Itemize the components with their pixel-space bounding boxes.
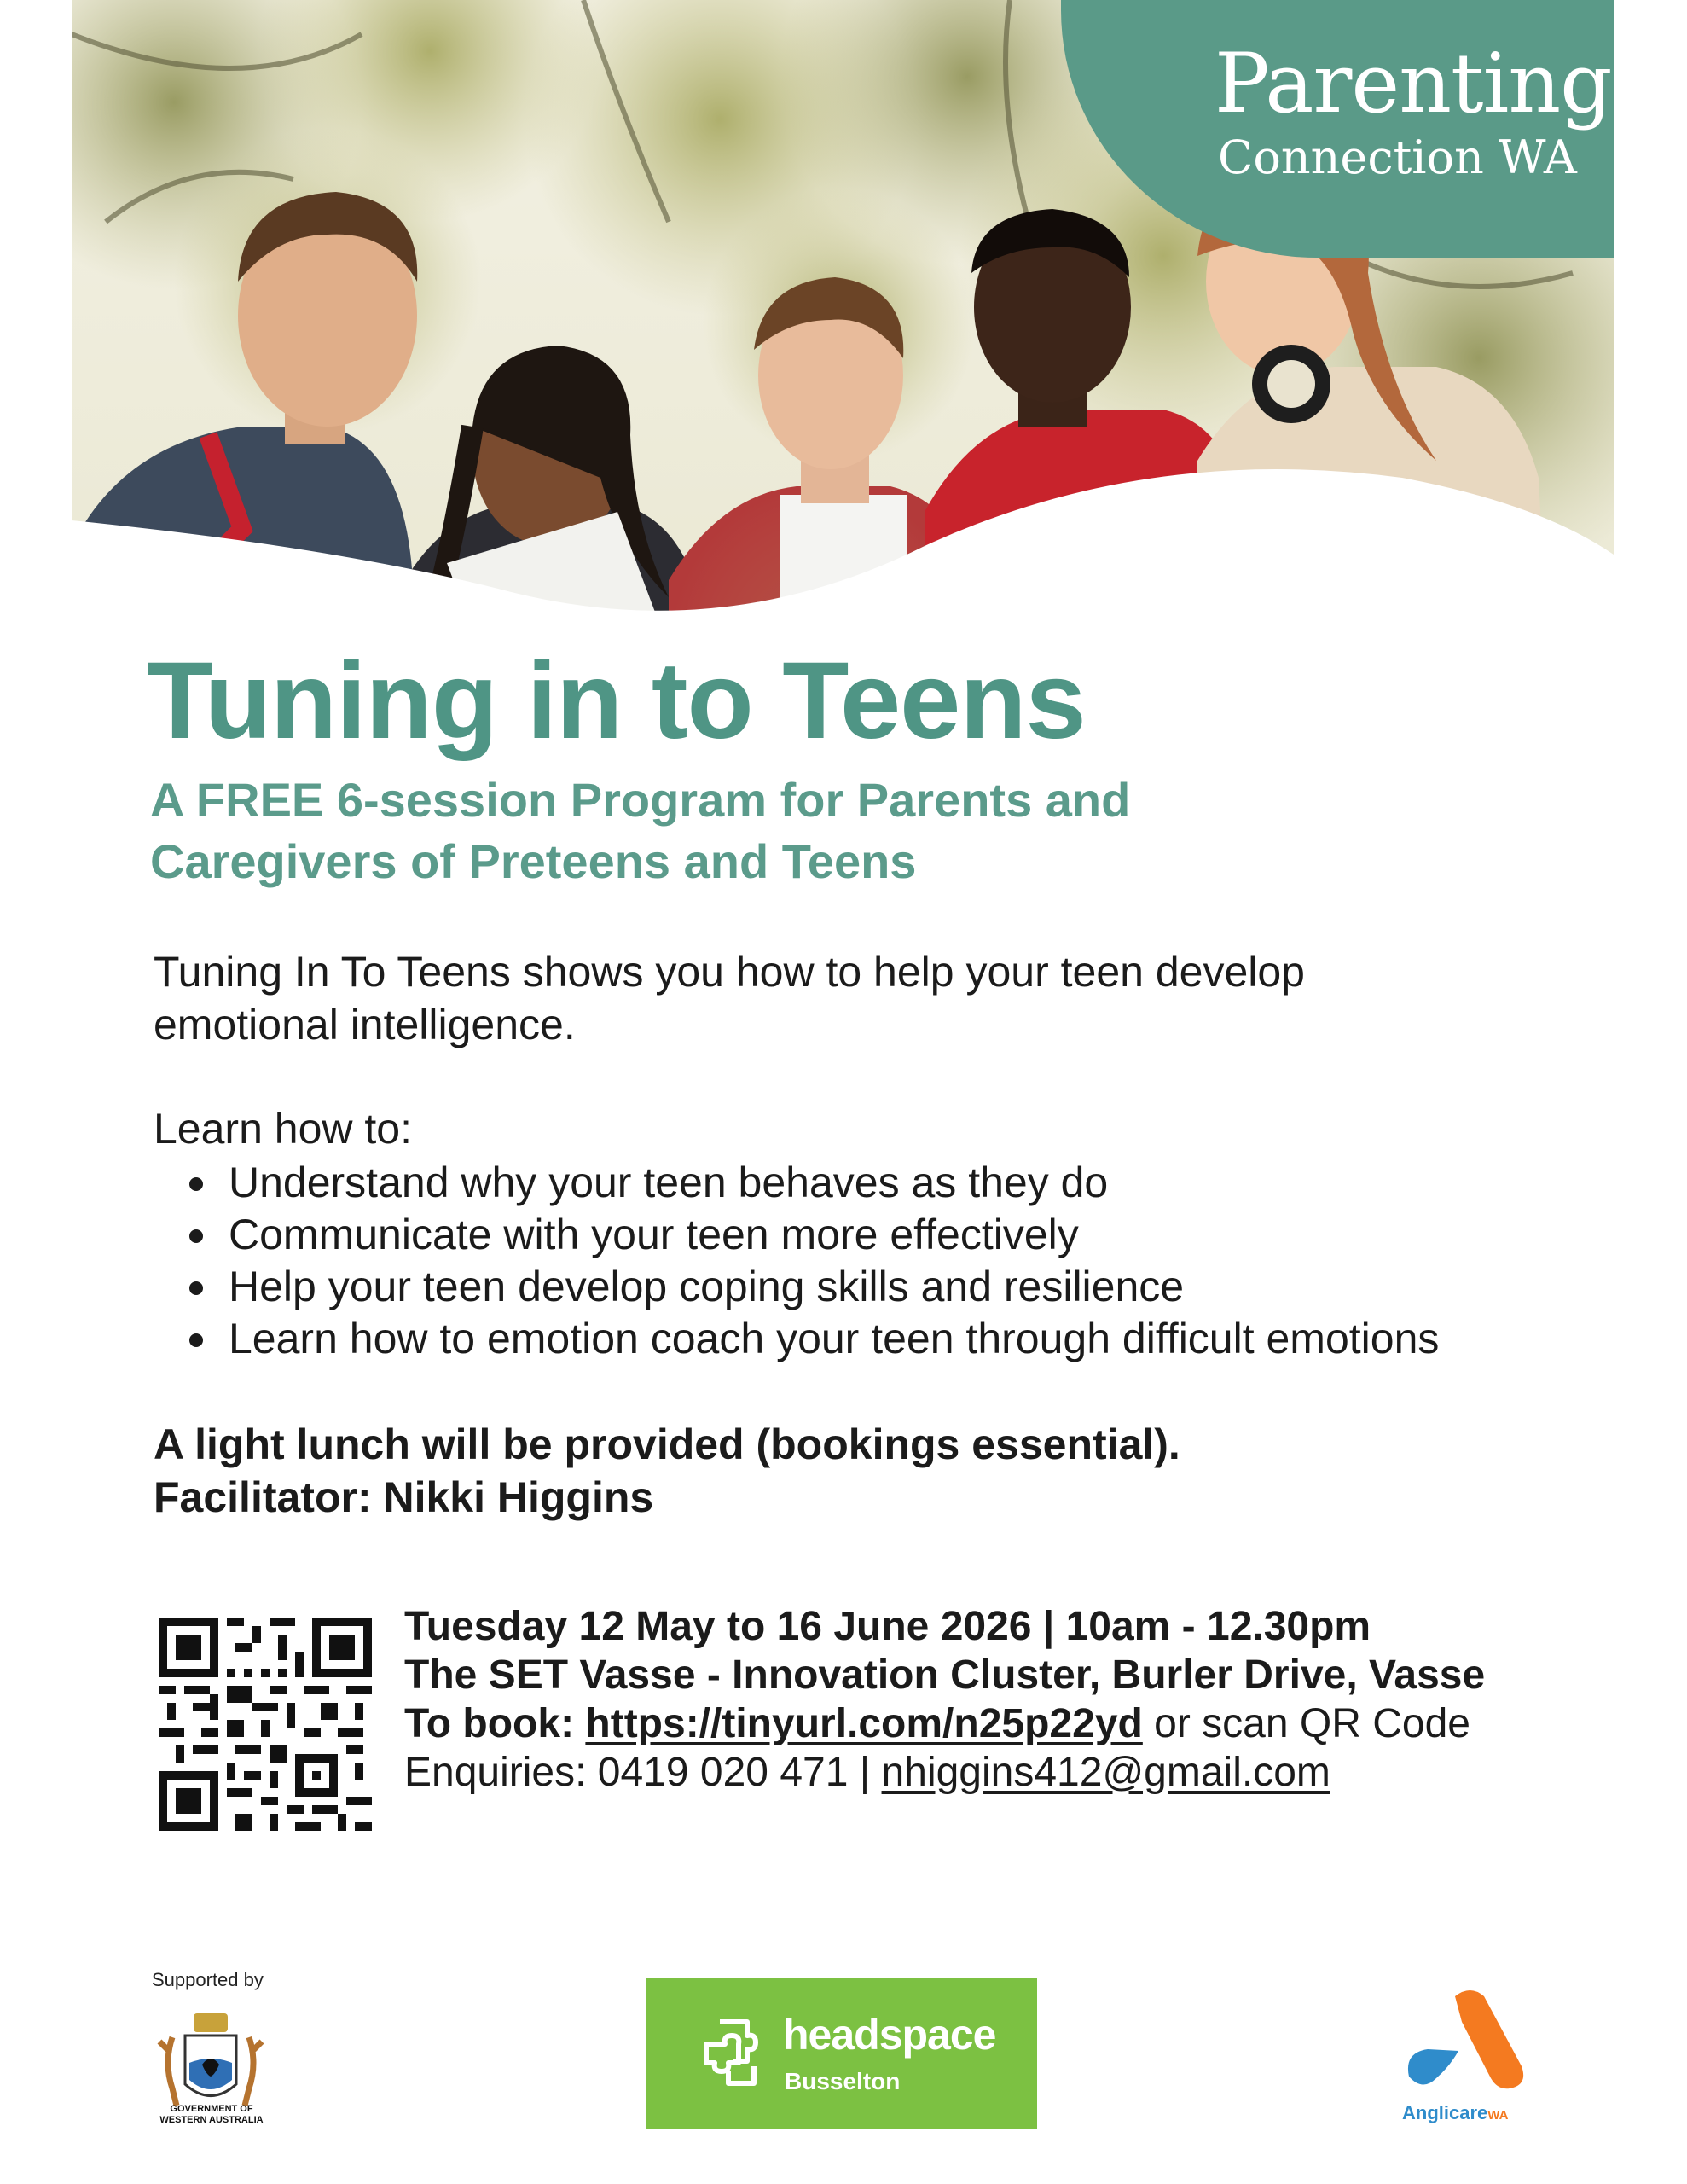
enquiries-line bbox=[404, 1748, 1632, 1797]
bullet-icon bbox=[189, 1281, 203, 1295]
anglicare-name-main: Anglicare bbox=[1402, 2102, 1488, 2123]
supported-by-label: Supported by bbox=[152, 1969, 264, 1990]
list-item bbox=[154, 1313, 1439, 1365]
list-item-text: Understand why your teen behaves as they do bbox=[229, 1159, 1109, 1206]
bullet-icon bbox=[189, 1229, 203, 1243]
bullet-icon bbox=[189, 1177, 203, 1191]
learn-list bbox=[154, 1157, 1439, 1365]
list-item bbox=[154, 1157, 1439, 1209]
booking-suffix: or scan QR Code bbox=[1142, 1701, 1470, 1746]
email-link[interactable]: nhiggins412@gmail.com bbox=[881, 1750, 1330, 1795]
wa-name-line2: WESTERN AUSTRALIA bbox=[159, 2115, 264, 2125]
headspace-puzzle-icon bbox=[694, 2010, 776, 2092]
facilitator: Facilitator: Nikki Higgins bbox=[154, 1473, 654, 1521]
headspace-name: headspace bbox=[783, 2011, 996, 2059]
event-dates: Tuesday 12 May to 16 June 2026 | 10am - 12.30pm bbox=[404, 1604, 1371, 1649]
list-item-text: Learn how to emotion coach your teen through difficult emotions bbox=[229, 1315, 1440, 1362]
list-item-text: Communicate with your teen more effectively bbox=[229, 1211, 1079, 1258]
brand-subtitle: Connection WA bbox=[1218, 131, 1577, 184]
lunch-note: A light lunch will be provided (bookings essential). bbox=[154, 1420, 1180, 1468]
wa-government-name bbox=[143, 2104, 280, 2126]
page-title: Tuning in to Teens bbox=[147, 640, 1086, 762]
event-details bbox=[404, 1602, 1632, 1797]
anglicare-logo-icon bbox=[1402, 1984, 1528, 2099]
anglicare-name bbox=[1402, 2102, 1508, 2124]
booking-line bbox=[404, 1699, 1632, 1748]
enquiries-label: Enquiries: 0419 020 471 | bbox=[404, 1750, 882, 1795]
page-subtitle: A FREE 6-session Program for Parents and Caregivers of Preteens and Teens bbox=[150, 773, 1131, 888]
learn-heading: Learn how to: bbox=[154, 1105, 412, 1153]
booking-link[interactable]: https://tinyurl.com/n25p22yd bbox=[585, 1701, 1143, 1746]
wa-name-line1: GOVERNMENT OF bbox=[170, 2104, 253, 2114]
anglicare-name-suffix: WA bbox=[1487, 2108, 1509, 2123]
headspace-logo bbox=[646, 1978, 1037, 2129]
list-item-text: Help your teen develop coping skills and resilience bbox=[229, 1263, 1185, 1310]
headspace-town: Busselton bbox=[785, 2068, 901, 2094]
qr-code-icon[interactable] bbox=[159, 1618, 372, 1831]
booking-label: To book: bbox=[404, 1701, 586, 1746]
list-item bbox=[154, 1209, 1439, 1261]
event-venue: The SET Vasse - Innovation Cluster, Burler Drive, Vasse bbox=[404, 1653, 1486, 1698]
list-item bbox=[154, 1261, 1439, 1313]
bullet-icon bbox=[189, 1333, 203, 1347]
intro-text: Tuning In To Teens shows you how to help your teen develop emotional intelligence. bbox=[154, 948, 1305, 1048]
brand-title: Parenting bbox=[1215, 36, 1612, 131]
